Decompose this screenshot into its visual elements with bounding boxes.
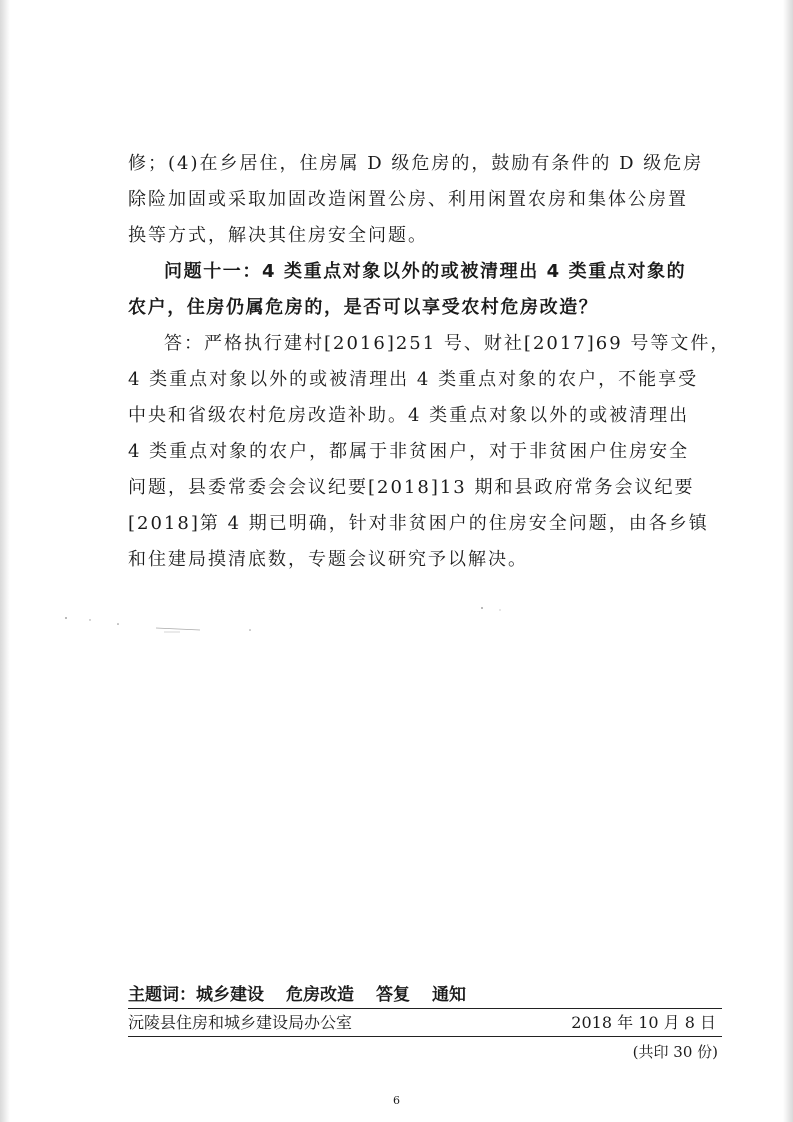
scan-specks xyxy=(60,606,520,646)
continuation-paragraph xyxy=(128,146,722,254)
question-line: 问题十一：4 类重点对象以外的或被清理出 4 类重点对象的 xyxy=(164,261,687,282)
answer-paragraph xyxy=(128,326,731,578)
footer-rule-bottom xyxy=(128,1036,722,1037)
keywords-label: 主题词： xyxy=(128,985,196,1005)
scan-edge-left xyxy=(0,0,10,1122)
answer-line: 答：严格执行建村[2016]251 号、财社[2017]69 号等文件， xyxy=(164,333,731,354)
question-line: 农户，住房仍属危房的，是否可以享受农村危房改造？ xyxy=(128,297,599,318)
answer-line: 和住建局摸清底数，专题会议研究予以解决。 xyxy=(128,549,528,570)
text-line: 修；(4)在乡居住，住房属 D 级危房的，鼓励有条件的 D 级危房 xyxy=(128,153,704,174)
text-line: 换等方式，解决其住房安全问题。 xyxy=(128,225,428,246)
answer-line: 中央和省级农村危房改造补助。4 类重点对象以外的或被清理出 xyxy=(128,405,690,426)
question-heading xyxy=(128,254,722,326)
issuer-row xyxy=(128,1010,722,1036)
answer-line: 问题，县委常委会会议纪要[2018]13 期和县政府常务会议纪要 xyxy=(128,477,695,498)
keyword: 危房改造 xyxy=(286,985,354,1005)
keyword: 城乡建设 xyxy=(196,985,264,1005)
keywords-line xyxy=(128,982,722,1008)
answer-line: [2018]第 4 期已明确，针对非贫困户的住房安全问题，由各乡镇 xyxy=(128,513,709,534)
keyword: 通知 xyxy=(432,985,466,1005)
answer-line: 4 类重点对象以外的或被清理出 4 类重点对象的农户，不能享受 xyxy=(128,369,699,390)
footer-rule-top xyxy=(128,1008,722,1009)
text-line: 除险加固或采取加固改造闲置公房、利用闲置农房和集体公房置 xyxy=(128,189,688,210)
issue-date: 2018 年 10 月 8 日 xyxy=(571,1013,716,1032)
answer-line: 4 类重点对象的农户，都属于非贫困户，对于非贫困户住房安全 xyxy=(128,441,690,462)
issuing-office: 沅陵县住房和城乡建设局办公室 xyxy=(128,1013,353,1032)
print-copies: (共印 30 份) xyxy=(632,1043,718,1061)
page-number: 6 xyxy=(393,1094,400,1107)
keyword: 答复 xyxy=(376,985,410,1005)
scan-edge-right xyxy=(783,0,793,1122)
